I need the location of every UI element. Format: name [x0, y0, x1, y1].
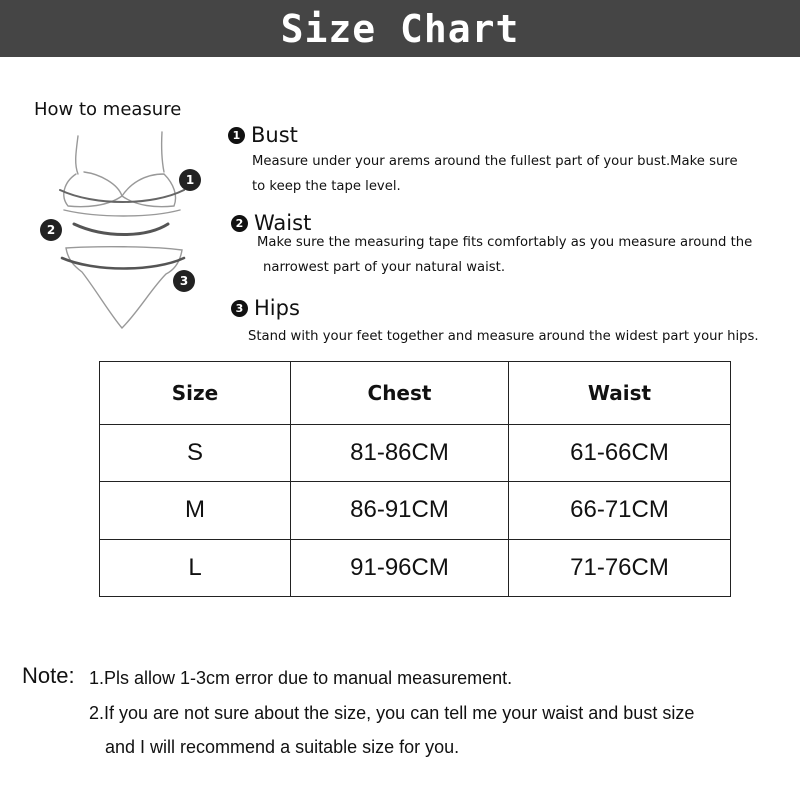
description-line: Measure under your arems around the fullest part of your bust.Make sure [252, 154, 738, 169]
step-label: Waist [254, 211, 312, 235]
description-line: Make sure the measuring tape fits comfortably as you measure around the [257, 235, 753, 250]
cell-waist: 61-66CM [509, 425, 731, 482]
note-label: Note: [22, 663, 75, 688]
step-number-icon: 3 [231, 300, 248, 317]
step-number-icon: 1 [228, 127, 245, 144]
header-chest: Chest [291, 362, 509, 425]
step-hips [231, 296, 300, 320]
table-row [100, 482, 731, 539]
step-bust-description [252, 149, 738, 199]
header-waist: Waist [509, 362, 731, 425]
cell-chest: 91-96CM [291, 539, 509, 596]
step-label: Bust [251, 123, 298, 147]
how-to-measure-title: How to measure [34, 99, 182, 120]
size-chart-header [0, 0, 800, 57]
page-title: Size Chart [280, 6, 520, 51]
table-header-row [100, 362, 731, 425]
step-bust [228, 123, 298, 147]
table-row [100, 425, 731, 482]
cell-size: S [100, 425, 291, 482]
note-line-3: and I will recommend a suitable size for you. [105, 737, 460, 757]
cell-chest: 81-86CM [291, 425, 509, 482]
cell-waist: 71-76CM [509, 539, 731, 596]
cell-size: L [100, 539, 291, 596]
header-size: Size [100, 362, 291, 425]
marker-2-icon: 2 [40, 219, 62, 241]
step-label: Hips [254, 296, 300, 320]
marker-3-icon: 3 [173, 270, 195, 292]
marker-1-icon: 1 [179, 169, 201, 191]
step-waist-description [257, 230, 752, 280]
step-hips-description [248, 324, 759, 349]
note-line-2: 2.If you are not sure about the size, you can tell me your waist and bust size [89, 703, 695, 723]
cell-size: M [100, 482, 291, 539]
cell-chest: 86-91CM [291, 482, 509, 539]
cell-waist: 66-71CM [509, 482, 731, 539]
description-line: Stand with your feet together and measure around the widest part your hips. [248, 329, 759, 344]
step-number-icon: 2 [231, 215, 248, 232]
size-table [99, 361, 731, 597]
note-line-1: 1.Pls allow 1-3cm error due to manual measurement. [89, 668, 513, 688]
description-line: to keep the tape level. [252, 179, 401, 194]
description-line: narrowest part of your natural waist. [263, 260, 506, 275]
table-row [100, 539, 731, 596]
